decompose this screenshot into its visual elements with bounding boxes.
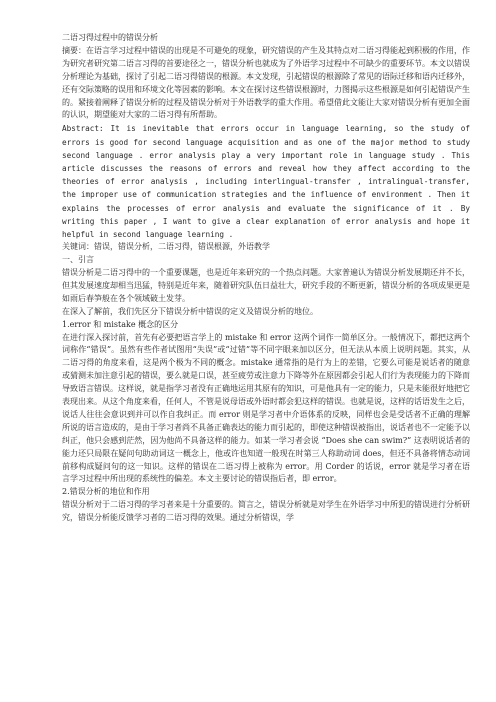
subsection-2-heading: 2.错误分析的地位和作用 [62, 487, 150, 497]
subsection-1-heading: 1.error 和 mistake 概念的区分 [62, 319, 179, 329]
section-1-paragraph-2: 在深入了解前，我们先区分下错误分析中错误的定义及错误分析的地位。 [62, 306, 318, 316]
abstract-english: Abstract: It is inevitable that errors occur in language learning, so the study of errors is good for second language acquisition and as one of the major method to study second language . error analysis play a very important role in language study . This article discusses the reasons of errors and reveal how they affect according to the theories of error analysis , including interlingual-transfer , intralingual-transfer, the improper use of communication strategies and the influence of environment . Then it explains the processes of error analysis and evaluate the significance of it . By writing this paper , I want to give a clear explanation of error analysis and hope it helpful in second language learning . [62, 124, 470, 239]
subsection-1-paragraph: 在进行深入探讨前，首先有必要把语言学上的 mistake 和 error 这两个词作一简单区分。一般情况下，都把这两个词称作“错误”。虽然有些作者试图用“失误”或“过错”等不同字眼来加以区分，但无法从本质上说明问题。其实，从二语习得的角度来看，这是两个极为不同的概念。mistake 通常指的是行为上的差错，它要么可能是说话者的随意或猜测未加注意引起的错误，要么就是口误，甚至疲劳或注意力下降等外在原因都会引起人们行为表现能力的下降而导致语言错误。这样说，就是指学习者没有正确地运用其原有的知识，可是他具有一定的能力，只是未能很好地把它表现出来。从这个角度来看，任何人，不管是说母语或外语时都会犯这样的错误。也就是说，这样的话语发生之后，说话人往往会意识到并可以作自我纠正。而 error 则是学习者中介语体系的反映，同样也会是受话者不正确的理解所说的语言造成的，是由于学习者尚不具备正确表达的能力而引起的，即使这种错误被指出，说话者也不一定能予以纠正，他只会感到茫然，因为他尚不具备这样的能力。如某一学习者会说 “Does she can swim?” 这表明说话者的能力还只局限在疑问句助动词这一概念上，他或许也知道一般现在时第三人称助动词 does，但还不具备将情态动词前移构成疑问句的这一知识。这样的错误在二语习得上被称为 error。用 Corder 的话说，error 就是学习者在语言学习过程中所出现的系统性的偏差。本文主要讨论的错误指后者，即 error。 [62, 332, 470, 484]
keywords: 关键词：错误，错误分析，二语习得，错误根源，外语教学 [62, 242, 270, 252]
section-1-heading: 一、引言 [62, 255, 94, 265]
document-title: 二语习得过程中的错误分析 [62, 33, 158, 42]
section-1-paragraph-1: 错误分析是二语习得中的一个重要课题，也是近年来研究的一个热点问题。大家普遍认为错误分析发展期还并不长，但其发展速度却相当迅猛，特别是近年来，随着研究队伍日益壮大，研究手段的不断更新，错误分析的各项成果更是如雨后春笋般在各个领域破土发芽。 [62, 267, 470, 303]
subsection-2-paragraph: 错误分析对于二语习得的学习者来是十分重要的。简言之，错误分析就是对学生在外语学习中所犯的错误进行分析研究，错误分析能反馈学习者的二语习得的效果。通过分析错误，学 [62, 500, 470, 523]
abstract-chinese: 摘要：在语言学习过程中错误的出现是不可避免的现象，研究错误的产生及其特点对二语习得能起到积极的作用，作为研究者研究第二语言习得的首要途径之一，错误分析也就成为了外语学习过程中不可缺少的重要环节。本文以错误分析理论为基础，探讨了引起二语习得错误的根源。本文发现，引起错误的根源除了常见的语际迁移和语内迁移外，还有交际策略的误用和环境文化等因素的影响。本文在探讨这些错误根源时，力图揭示这些根源是如何引起错误产生的。紧接着阐释了错误分析的过程及错误分析对于外语教学的重大作用。希望借此文能让大家对错误分析有更加全面的认识，期望能对大家的二语习得有所帮助。 [62, 45, 470, 120]
